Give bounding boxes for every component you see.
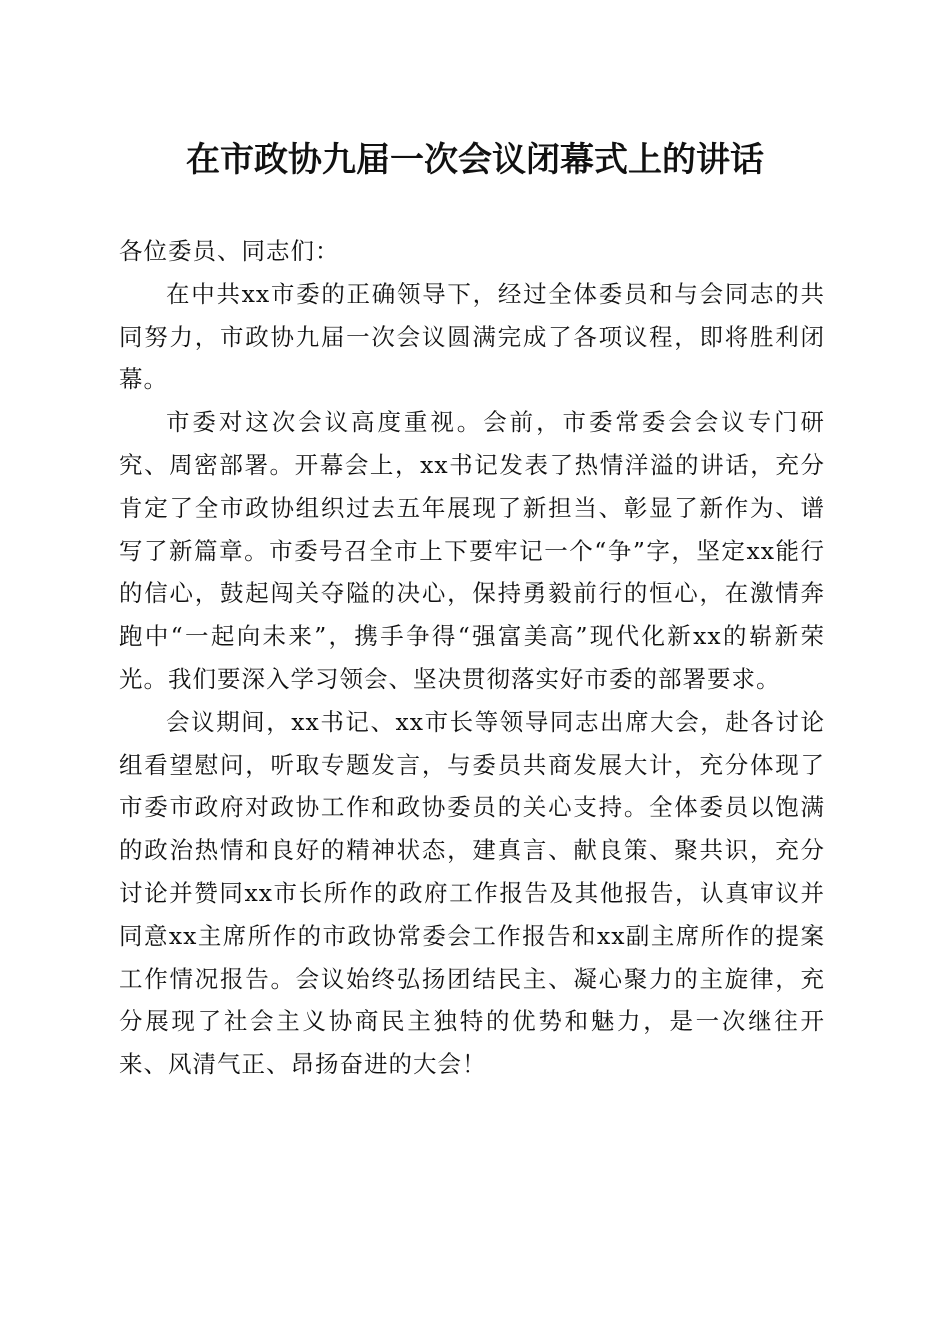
document-title: 在市政协九届一次会议闭幕式上的讲话	[186, 140, 764, 180]
document-body	[119, 230, 825, 1086]
paragraph-2: 市委对这次会议高度重视。会前，市委常委会会议专门研究、周密部署。开幕会上，xx书记发表了热情洋溢的讲话，充分肯定了全市政协组织过去五年展现了新担当、彰显了新作为、谱写了新篇章。市委号召全市上下要牢记一个“争”字，坚定xx能行的信心，鼓起闯关夺隘的决心，保持勇毅前行的恒心，在激情奔跑中“一起向未来”，携手争得“强富美高”现代化新xx的崭新荣光。我们要深入学习领会、坚决贯彻落实好市委的部署要求。	[119, 408, 825, 693]
paragraph-1: 在中共xx市委的正确领导下，经过全体委员和与会同志的共同努力，市政协九届一次会议圆满完成了各项议程，即将胜利闭幕。	[119, 279, 825, 394]
salutation: 各位委员、同志们：	[119, 237, 340, 265]
paragraph-3: 会议期间，xx书记、xx市长等领导同志出席大会，赴各讨论组看望慰问，听取专题发言，与委员共商发展大计，充分体现了市委市政府对政协工作和政协委员的关心支持。全体委员以饱满的政治热情和良好的精神状态，建真言、献良策、聚共识，充分讨论并赞同xx市长所作的政府工作报告及其他报告，认真审议并同意xx主席所作的市政协常委会工作报告和xx副主席所作的提案工作情况报告。会议始终弘扬团结民主、凝心聚力的主旋律，充分展现了社会主义协商民主独特的优势和魅力，是一次继往开来、风清气正、昂扬奋进的大会！	[119, 707, 825, 1079]
